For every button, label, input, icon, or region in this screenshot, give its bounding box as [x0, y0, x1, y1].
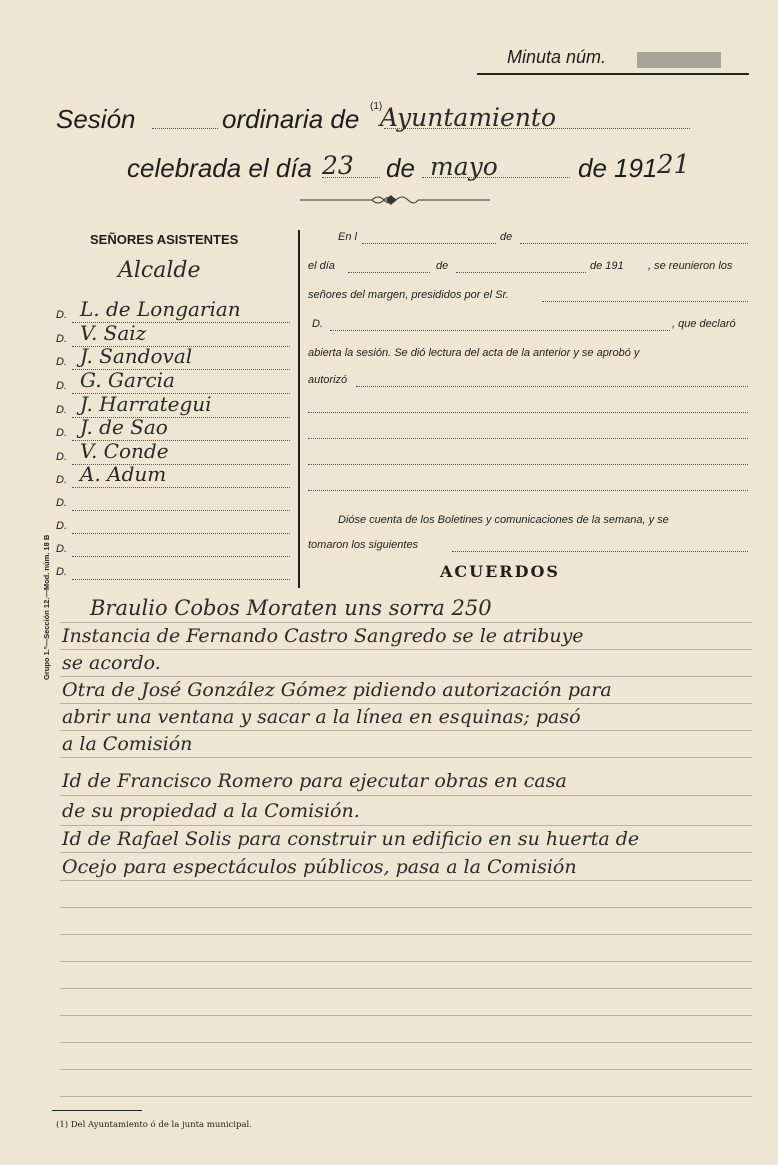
d-label: D.	[56, 451, 67, 463]
acta-line2-dots-1	[348, 272, 430, 273]
ruled-line	[60, 730, 752, 731]
ruled-line	[60, 961, 752, 962]
acta-line2-de: de	[436, 260, 449, 272]
ruled-line	[60, 1069, 752, 1070]
acuerdo-line: abrir una ventana y sacar a la línea en esquinas; pasó	[62, 706, 581, 728]
year-handwritten: 21	[657, 150, 691, 180]
ruled-line	[60, 1015, 752, 1016]
acta-line4-dots	[330, 330, 670, 331]
name-line	[72, 487, 290, 488]
asistente-name: A. Adum	[80, 462, 167, 486]
d-label: D.	[56, 474, 67, 486]
d-label: D.	[56, 309, 67, 321]
sesion-label: Sesión	[56, 104, 136, 134]
footnote-rule	[52, 1110, 142, 1111]
asistente-name: J. Harrategui	[80, 392, 212, 416]
day-handwritten: 23	[322, 151, 354, 180]
minuta-number-redacted	[637, 52, 721, 68]
acuerdo-line: Ocejo para espectáculos públicos, pasa a la Comisión	[62, 856, 577, 878]
name-line	[72, 579, 290, 580]
year-printed: 191	[614, 153, 658, 183]
acta-line2-dia: el día	[308, 260, 335, 272]
acta-line3: señores del margen, presididos por el Sr.	[308, 289, 509, 301]
d-label: D.	[56, 520, 67, 532]
ruled-line	[60, 880, 752, 881]
asistente-name: J. Sandoval	[80, 344, 193, 368]
d-label: D.	[56, 497, 67, 509]
column-divider	[298, 230, 300, 588]
ruled-line	[60, 852, 752, 853]
acta-en-dots	[362, 243, 496, 244]
acuerdo-line: de su propiedad a la Comisión.	[62, 800, 360, 822]
name-line	[72, 533, 290, 534]
acta-blank-line	[308, 438, 748, 439]
ruled-line	[60, 703, 752, 704]
ruled-line	[60, 649, 752, 650]
ordinaria-label: ordinaria de	[222, 104, 360, 134]
acta-de-dots	[520, 243, 748, 244]
asistente-name: J. de Sao	[80, 415, 168, 439]
sesion-dotted-line	[152, 128, 218, 129]
asistente-name: L. de Longarian	[80, 297, 241, 321]
de-label-1: de	[386, 153, 415, 183]
ruled-line	[60, 676, 752, 677]
minuta-label: Minuta núm.	[507, 47, 607, 67]
alcalde-handwritten: Alcalde	[118, 258, 201, 283]
acuerdo-line: Otra de José González Gómez pidiendo autorización para	[62, 679, 612, 701]
acuerdo-line: a la Comisión	[62, 733, 193, 755]
acta-blank-line	[308, 412, 748, 413]
asistente-name: G. Garcia	[80, 368, 175, 392]
acta-line6-dots	[356, 386, 748, 387]
minuta-rule	[477, 73, 749, 75]
asistente-name: V. Saiz	[80, 321, 147, 345]
name-line	[72, 510, 290, 511]
margin-model-note: Grupo 1.º—Sección 12.—Mod. núm. 18 B	[42, 534, 51, 680]
acta-line4-d: D.	[312, 318, 323, 330]
ruled-line	[60, 795, 752, 796]
acta-line6: autorizó	[308, 374, 348, 386]
acuerdo-line: Braulio Cobos Moraten uns sorra 250	[90, 596, 492, 620]
boletines-dots	[452, 551, 748, 552]
acuerdo-line: se acordo.	[62, 652, 161, 674]
ruled-line	[60, 757, 752, 758]
d-label: D.	[56, 333, 67, 345]
acta-en-label: En l	[338, 231, 357, 243]
acta-de-label: de	[500, 231, 513, 243]
month-handwritten: mayo	[430, 152, 498, 181]
asistente-name: V. Conde	[80, 439, 169, 463]
ruled-line	[60, 988, 752, 989]
acta-line3-dots	[542, 301, 748, 302]
ornament-divider	[300, 193, 490, 207]
acta-line4-end: , que declaró	[672, 318, 736, 330]
ruled-line	[60, 1096, 752, 1097]
d-label: D.	[56, 380, 67, 392]
ruled-line	[60, 1042, 752, 1043]
ruled-line	[60, 825, 752, 826]
acta-line5: abierta la sesión. Se dió lectura del acta de la anterior y se aprobó y	[308, 347, 640, 359]
d-label: D.	[56, 566, 67, 578]
acta-blank-line	[308, 490, 748, 491]
acta-line2-dots-2	[456, 272, 586, 273]
acta-blank-line	[308, 464, 748, 465]
d-label: D.	[56, 404, 67, 416]
acta-line2-end: , se reunieron los	[648, 260, 733, 272]
asistentes-heading: SEÑORES ASISTENTES	[90, 232, 239, 247]
ruled-line	[60, 907, 752, 908]
d-label: D.	[56, 356, 67, 368]
acuerdos-title: ACUERDOS	[440, 562, 560, 581]
footnote: (1) Del Ayuntamiento ó de la junta municipal.	[56, 1120, 252, 1130]
celebrada-label: celebrada el día	[127, 153, 313, 183]
acta-line2-year: de 191	[590, 260, 624, 272]
d-label: D.	[56, 543, 67, 555]
acuerdo-line: Id de Rafael Solis para construir un edificio en su huerta de	[62, 828, 640, 850]
d-label: D.	[56, 427, 67, 439]
ruled-line	[60, 622, 752, 623]
boletines-line-1: Dióse cuenta de los Boletines y comunicaciones de la semana, y se	[338, 514, 669, 526]
acuerdo-line: Instancia de Fernando Castro Sangredo se le atribuye	[62, 625, 584, 647]
boletines-line-2: tomaron los siguientes	[308, 539, 419, 551]
name-line	[72, 556, 290, 557]
de-label-2: de	[578, 153, 607, 183]
ordinaria-handwritten: Ayuntamiento	[380, 103, 557, 132]
ruled-line	[60, 934, 752, 935]
footnote-marker: (1)	[370, 101, 383, 112]
acuerdo-line: Id de Francisco Romero para ejecutar obras en casa	[62, 770, 567, 792]
